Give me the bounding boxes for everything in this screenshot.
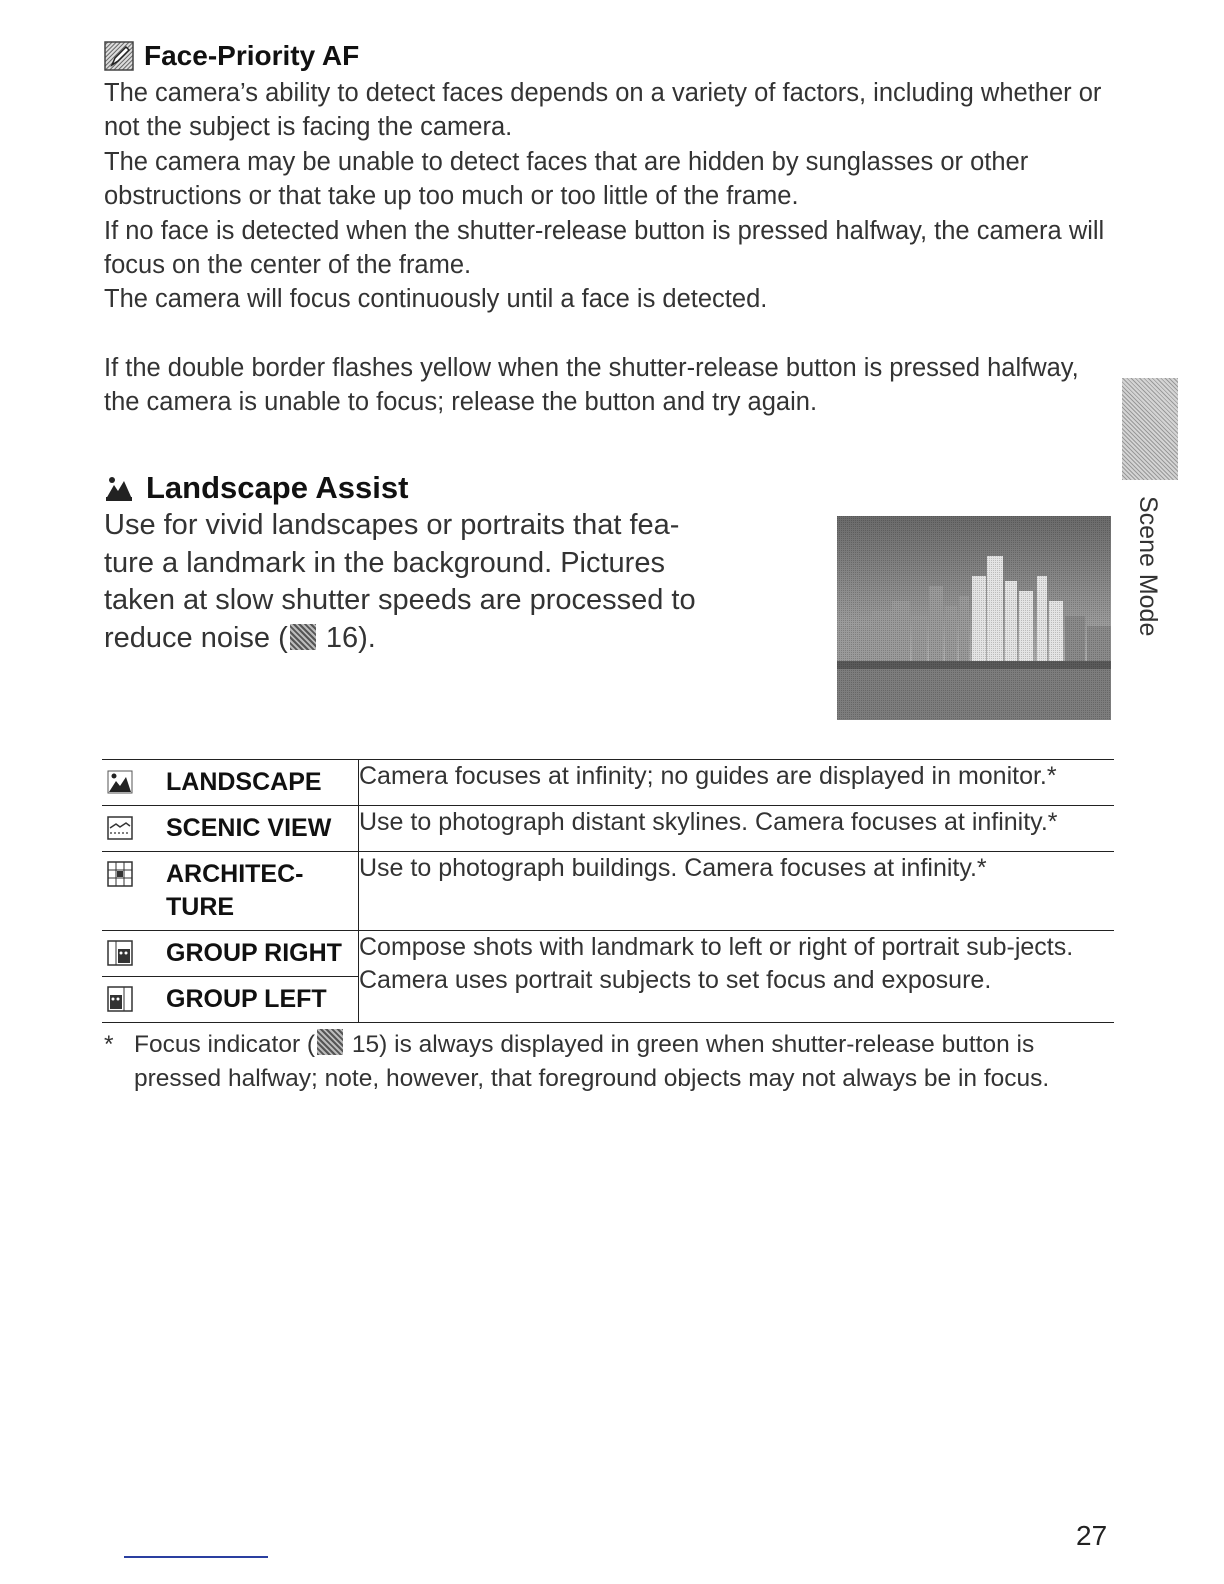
city-skyline-photo (837, 516, 1111, 720)
note-extra: If the double border flashes yellow when the shutter-release button is pressed halfway, the camera is unable to focus; release the button and try again. (104, 353, 1079, 417)
mode-name: ARCHITEC-TURE (166, 860, 304, 921)
group-right-icon (104, 939, 138, 967)
page-reference-icon (317, 1029, 343, 1055)
scenic-view-icon (104, 814, 138, 842)
note-heading (104, 40, 359, 72)
side-tab-marker (1122, 378, 1178, 480)
footnote-text: Focus indicator ( (134, 1031, 316, 1058)
mode-name: GROUP RIGHT (166, 939, 342, 967)
pencil-note-icon (104, 41, 134, 71)
section-ref-page: 16). (317, 621, 376, 654)
page-reference-icon (290, 624, 316, 650)
note-paragraph: The camera will focus continuously until a face is detected. (104, 285, 768, 314)
bottom-rule (124, 1556, 268, 1558)
note-paragraph: The camera may be unable to detect faces that are hidden by sunglasses or other obstructions or that take up too much or too little of the frame. (104, 147, 1029, 211)
table-row (102, 760, 1114, 806)
footnote (104, 1028, 1114, 1097)
architecture-icon (104, 860, 138, 888)
mode-description: Use to photograph buildings. Camera focuses at infinity.* (359, 854, 987, 882)
landscape-mode-icon (104, 768, 138, 796)
landscape-assist-icon (104, 473, 134, 503)
scene-mode-table (102, 759, 1114, 1023)
page-number: 27 (1076, 1520, 1108, 1551)
mode-description: Compose shots with landmark to left or right of portrait sub-jects. Camera uses portrait subjects to set focus and exposure. (359, 933, 1074, 994)
table-row (102, 852, 1114, 931)
footnote-text-rest: 15) is always displayed in green when shutter-release button is pressed halfway; note, however, that foreground objects may not always be in focus. (134, 1031, 1050, 1093)
section-text: Use for vivid landscapes or portraits that fea-ture a landmark in the background. Pictures taken at slow shutter speeds are processed to reduce noise ( (104, 509, 696, 654)
mode-description: Camera focuses at infinity; no guides are displayed in monitor.* (359, 762, 1057, 790)
mode-name: SCENIC VIEW (166, 814, 332, 842)
footnote-marker: * (104, 1031, 114, 1058)
svg-text:Scene Mode: Scene Mode (1134, 496, 1162, 637)
mode-name: LANDSCAPE (166, 768, 322, 796)
mode-name: GROUP LEFT (166, 985, 327, 1013)
section-title: Landscape Assist (146, 470, 409, 505)
group-left-icon (104, 985, 138, 1013)
mode-description: Use to photograph distant skylines. Camera focuses at infinity.* (359, 808, 1058, 836)
section-body (104, 507, 714, 657)
section-heading (104, 470, 408, 506)
table-row (102, 931, 1114, 977)
note-paragraph: The camera’s ability to detect faces depends on a variety of factors, including whether or not the subject is facing the camera. (104, 79, 1102, 142)
table-row (102, 806, 1114, 852)
side-tab-label (1128, 496, 1168, 646)
note-title: Face-Priority AF (144, 40, 360, 71)
note-body (104, 76, 1114, 420)
note-paragraph: If no face is detected when the shutter-release button is pressed halfway, the camera will focus on the center of the frame. (104, 216, 1105, 280)
